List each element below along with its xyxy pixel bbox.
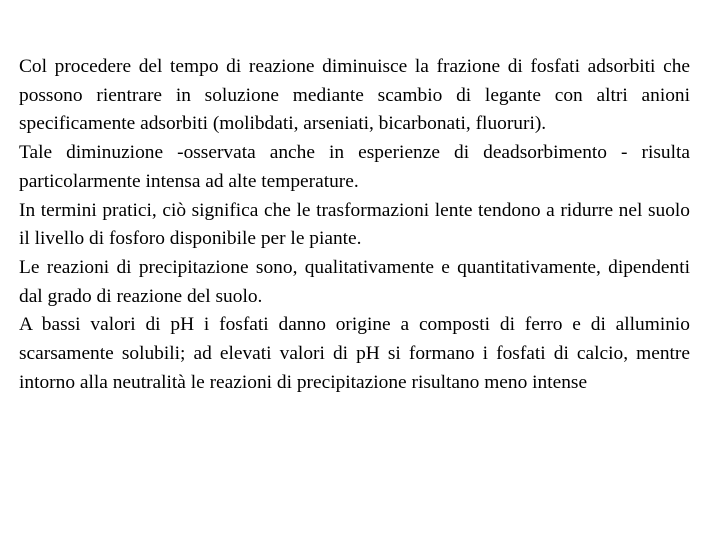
paragraph-decrease: Tale diminuzione -osservata anche in esperienze di deadsorbimento - risulta particolarmente intensa ad alte temperature.: [19, 142, 690, 192]
paragraph-exchange: Col procedere del tempo di reazione diminuisce la frazione di fosfati adsorbiti che possono rientrare in soluzione mediante scambio di legante con altri anioni specificamente adsorbiti (molibdati, arseniati, bicarbonati, fluoruri).: [19, 56, 690, 135]
paragraph-precipitation: Le reazioni di precipitazione sono, qualitativamente e quantitativamente, dipendenti dal grado di reazione del suolo.: [19, 256, 690, 307]
paragraph-practical: In termini pratici, ciò significa che le trasformazioni lente tendono a ridurre nel suolo il livello di fosforo disponibile per le piante.: [19, 199, 690, 250]
paragraph-ph: A bassi valori di pH i fosfati danno origine a composti di ferro e di alluminio scarsamente solubili; ad elevati valori di pH si formano i fosfati di calcio, mentre intorno alla neutralità le reazioni di precipitazione risultano meno intense: [19, 314, 690, 393]
body-text: [19, 53, 690, 397]
